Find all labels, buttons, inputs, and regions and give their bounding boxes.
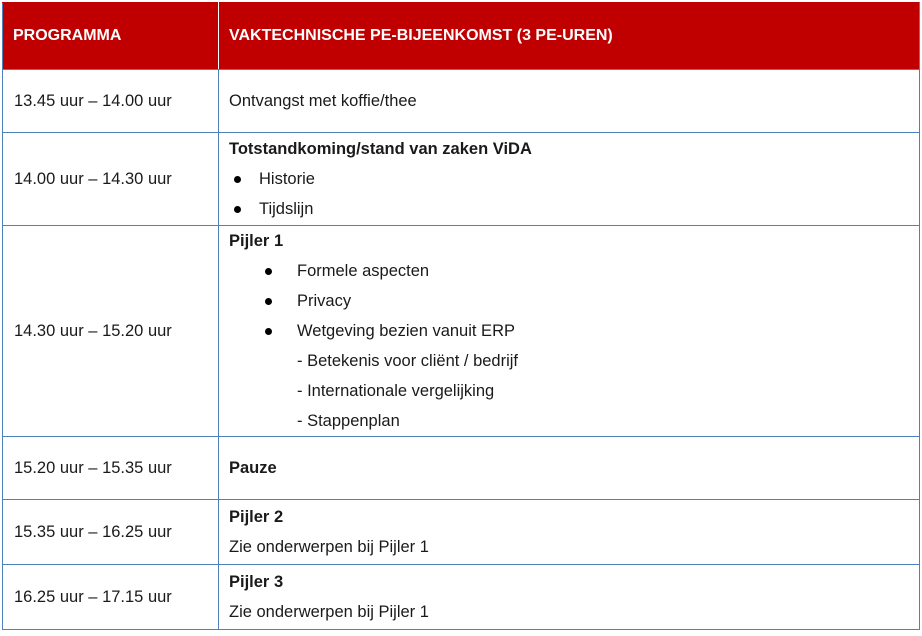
row-content <box>219 500 920 565</box>
row-content <box>219 565 920 630</box>
table-row <box>3 226 920 437</box>
bullet-item: Tijdslijn <box>229 194 909 224</box>
bullet-item: Privacy <box>229 286 909 316</box>
row-time: 15.20 uur – 15.35 uur <box>3 437 219 500</box>
header-programma: PROGRAMMA <box>3 3 219 70</box>
row-title: Pijler 1 <box>229 232 284 250</box>
row-title: Pijler 3 <box>229 573 284 591</box>
table-header-row <box>3 3 920 70</box>
table-row <box>3 133 920 226</box>
row-time: 14.00 uur – 14.30 uur <box>3 133 219 226</box>
row-time: 14.30 uur – 15.20 uur <box>3 226 219 437</box>
sub-item: - Stappenplan <box>297 412 400 430</box>
sub-item: - Betekenis voor cliënt / bedrijf <box>297 352 519 370</box>
header-session-title: VAKTECHNISCHE PE-BIJEENKOMST (3 PE-UREN) <box>219 3 920 70</box>
row-title: Pauze <box>229 459 277 477</box>
bullet-item: Historie <box>229 164 909 194</box>
bullet-item: Formele aspecten <box>229 256 909 286</box>
row-content <box>219 437 920 500</box>
row-time: 16.25 uur – 17.15 uur <box>3 565 219 630</box>
row-title: Pijler 2 <box>229 508 284 526</box>
row-text: Zie onderwerpen bij Pijler 1 <box>229 538 429 556</box>
bullet-item: Wetgeving bezien vanuit ERP <box>229 316 909 346</box>
row-time: 15.35 uur – 16.25 uur <box>3 500 219 565</box>
row-text: Ontvangst met koffie/thee <box>229 92 417 110</box>
table-row <box>3 437 920 500</box>
row-content <box>219 133 920 226</box>
table-row <box>3 70 920 133</box>
row-text: Zie onderwerpen bij Pijler 1 <box>229 603 429 621</box>
sub-item: - Internationale vergelijking <box>297 382 495 400</box>
bullet-list <box>229 164 909 224</box>
row-content <box>219 70 920 133</box>
row-content <box>219 226 920 437</box>
program-table <box>2 2 920 630</box>
table-row <box>3 500 920 565</box>
bullet-list <box>229 256 909 346</box>
row-time: 13.45 uur – 14.00 uur <box>3 70 219 133</box>
row-title: Totstandkoming/stand van zaken ViDA <box>229 140 532 158</box>
table-row <box>3 565 920 630</box>
